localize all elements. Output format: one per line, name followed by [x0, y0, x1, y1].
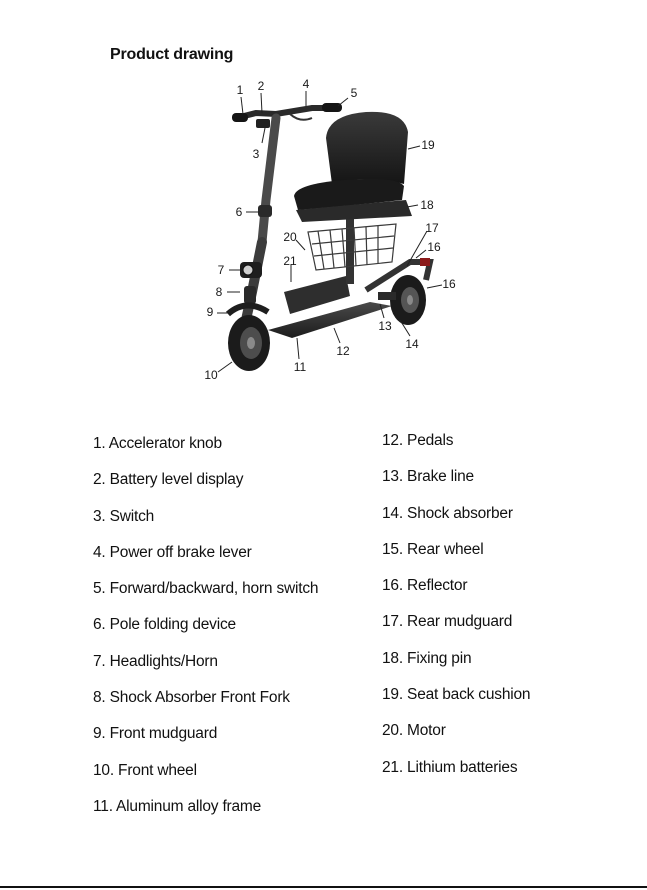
callout-16-upper: 16	[427, 240, 441, 254]
callout-6: 6	[235, 205, 243, 219]
part-item: 1. Accelerator knob	[93, 435, 222, 452]
callout-10: 10	[204, 368, 218, 382]
callout-16-lower: 16	[442, 277, 456, 291]
callout-21: 21	[283, 254, 297, 268]
scooter-illustration	[228, 103, 430, 371]
part-item: 13. Brake line	[382, 468, 474, 486]
part-item: 9. Front mudguard	[93, 725, 218, 743]
part-item: 2. Battery level display	[93, 471, 244, 489]
callout-12: 12	[336, 344, 350, 358]
part-item: 8. Shock Absorber Front Fork	[93, 689, 290, 707]
part-item: 15. Rear wheel	[382, 540, 484, 558]
part-item: 11. Aluminum alloy frame	[93, 797, 262, 815]
scooter-drawing	[0, 0, 647, 400]
part-item: 5. Forward/backward, horn switch	[93, 580, 319, 598]
part-item: 20. Motor	[382, 722, 446, 740]
callout-17: 17	[425, 221, 439, 235]
callout-5: 5	[350, 86, 358, 100]
parts-list-left	[93, 434, 318, 833]
callout-2: 2	[257, 79, 265, 93]
part-item: 3. Switch	[93, 507, 155, 525]
callout-13: 13	[378, 319, 392, 333]
part-item: 6. Pole folding device	[93, 616, 236, 634]
callout-14: 14	[405, 337, 419, 351]
part-item: 10. Front wheel	[93, 761, 197, 779]
part-item: 12. Pedals	[382, 432, 454, 449]
part-item: 21. Lithium batteries	[382, 758, 518, 776]
callout-8: 8	[215, 285, 223, 299]
part-item: 19. Seat back cushion	[382, 686, 531, 704]
part-item: 7. Headlights/Horn	[93, 652, 218, 670]
part-item: 14. Shock absorber	[382, 504, 513, 522]
callout-3: 3	[252, 147, 260, 161]
part-item: 4. Power off brake lever	[93, 543, 252, 561]
drawing-title: Product drawing	[110, 46, 234, 63]
bottom-divider	[0, 886, 647, 888]
callout-7: 7	[217, 263, 225, 277]
callout-18: 18	[420, 198, 434, 212]
callout-19: 19	[421, 138, 435, 152]
callout-4: 4	[302, 77, 310, 91]
part-item: 18. Fixing pin	[382, 649, 472, 667]
callout-20: 20	[283, 230, 297, 244]
part-item: 16. Reflector	[382, 577, 468, 595]
parts-list-right	[382, 431, 530, 794]
callout-9: 9	[206, 305, 214, 319]
part-item: 17. Rear mudguard	[382, 613, 513, 631]
callout-11: 11	[293, 360, 307, 374]
callout-1: 1	[236, 83, 244, 97]
